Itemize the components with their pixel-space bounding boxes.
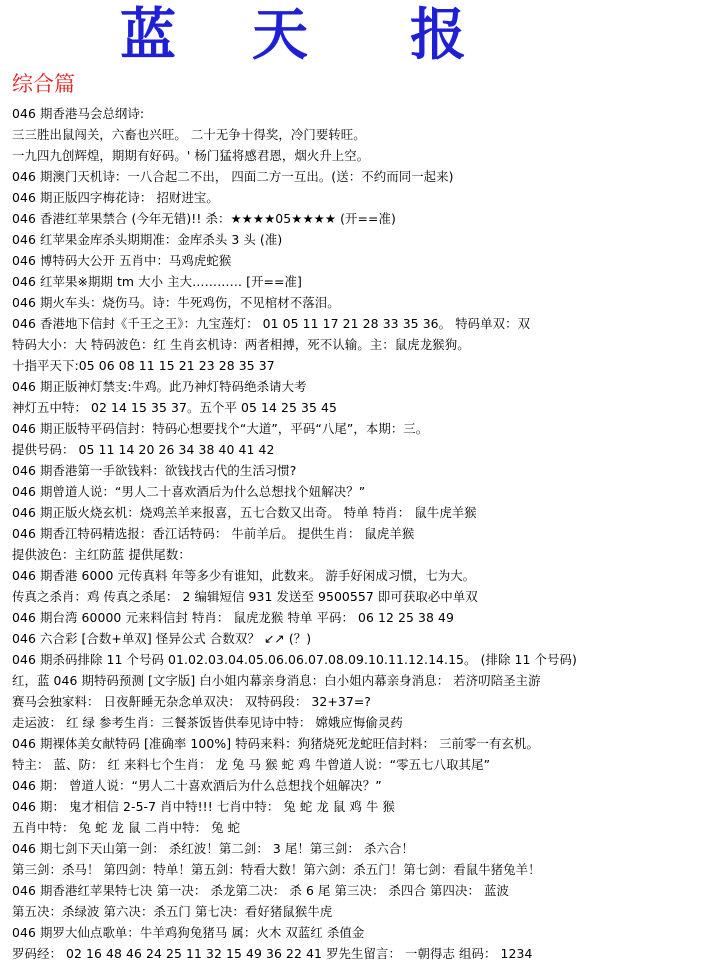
text-line: 三三胜出鼠闯关，六畜也兴旺。 二十无争十得奖，冷门要转旺。	[12, 127, 366, 142]
text-line: 046 期罗大仙点歌单：牛羊鸡狗兔猪马 属：火木 双蓝红 杀值金	[12, 925, 365, 940]
text-line: 神灯五中特： 02 14 15 35 37。五个平 05 14 25 35 45	[12, 400, 337, 415]
text-line: 046 香港红苹果禁合 (今年无错)!! 杀：★★★★05★★★★ (开==准)	[12, 211, 396, 226]
text-line: 046 期香江特码精选报：香江话特码： 牛前羊后。 提供生肖： 鼠虎羊猴	[12, 526, 415, 541]
text-line: 提供号码： 05 11 14 20 26 34 38 40 41 42	[12, 442, 275, 457]
text-line: 046 期： 曾道人说：“男人二十喜欢酒后为什么总想找个妞解决？”	[12, 778, 382, 793]
text-line: 046 期香港马会总纲诗:	[12, 106, 145, 121]
text-line: 046 博特码大公开 五肖中：马鸡虎蛇猴	[12, 253, 232, 268]
text-line: 046 期正版神灯禁支:牛鸡。此乃神灯特码绝杀请大考	[12, 379, 307, 394]
text-line: 046 期香港第一手欲钱料：欲钱找古代的生活习惯?	[12, 463, 297, 478]
text-line: 十指平天下:05 06 08 11 15 21 23 28 35 37	[12, 358, 275, 373]
masthead-char-3: 报	[410, 2, 466, 68]
text-line: 046 期澳门天机诗：一八合起二不出， 四面二方一互出。(送：不约而同一起来)	[12, 169, 454, 184]
text-line: 第三剑：杀马！ 第四剑：特单！第五剑：特看大数！第六剑：杀五门！第七剑：看鼠牛猪兔羊！	[12, 862, 541, 877]
text-line: 046 期正版特平码信封：特码心想要找个“大道”，平码“八尾”，本期：三。	[12, 421, 429, 436]
masthead-char-2: 天	[252, 2, 308, 68]
masthead	[0, 2, 715, 70]
text-line: 046 期正版火烧玄机：烧鸡羔羊来报喜，五七合数又出奇。 特单 特肖： 鼠牛虎羊猴	[12, 505, 477, 520]
text-line: 走运波： 红 绿 参考生肖：三餐茶饭皆供奉见诗中特： 嫦娥应悔偷灵药	[12, 715, 403, 730]
text-line: 特码大小：大 特码波色：红 生肖玄机诗：两者相搏，死不认输。主：鼠虎龙猴狗。	[12, 337, 470, 352]
text-line: 红，蓝 046 期特码预测 [文字版] 白小姐内幕亲身消息：白小姐内幕亲身消息： 若济叨陪圣主游	[12, 673, 541, 688]
text-line: 赛马会独家料： 日夜鼾睡无杂念单双决： 双特码段： 32+37=?	[12, 694, 371, 709]
text-line: 046 期火车头：烧伤马。诗：牛死鸡伤，不见棺材不落泪。	[12, 295, 340, 310]
text-line: 046 期台湾 60000 元来料信封 特肖： 鼠虎龙猴 特单 平码： 06 12 25 38 49	[12, 610, 454, 625]
text-line: 五肖中特： 兔 蛇 龙 鼠 二肖中特： 兔 蛇	[12, 820, 241, 835]
text-line: 传真之杀肖：鸡 传真之杀尾： 2 编辑短信 931 发送至 9500557 即可获取必中单双	[12, 589, 478, 604]
text-line: 046 期香港 6000 元传真料 年等多少有谁知，此数来。 游手好闲成习惯，七为大。	[12, 568, 476, 583]
text-line: 提供波色：主红防蓝 提供尾数：	[12, 547, 191, 562]
text-line: 046 期杀码排除 11 个号码 01.02.03.04.05.06.06.07.08.09.10.11.12.14.15。 (排除 11 个号码)	[12, 652, 577, 667]
text-line: 罗码经： 02 16 48 46 24 25 11 32 15 49 36 22 41 罗先生留言： 一朝得志 组码： 1234	[12, 946, 533, 961]
content-lines	[12, 103, 712, 964]
text-line: 046 红苹果※期期 tm 大小 主大………… [开==准]	[12, 274, 302, 289]
section-title: 综合篇	[12, 72, 75, 96]
text-line: 特主： 蓝、防： 红 来料七个生肖： 龙 兔 马 猴 蛇 鸡 牛曾道人说：“零五七八取其尾”	[12, 757, 491, 772]
text-line: 046 期裸体美女献特码 [准确率 100%] 特码来料：狗猪烧死龙蛇旺信封料： 三前零一有玄机。	[12, 736, 540, 751]
text-line: 046 期七剑下天山第一剑： 杀红波！第二剑： 3 尾！第三剑： 杀六合！	[12, 841, 414, 856]
text-line: 046 期曾道人说：“男人二十喜欢酒后为什么总想找个妞解决？”	[12, 484, 366, 499]
text-line: 046 红苹果金库杀头期期准：金库杀头 3 头 (准)	[12, 232, 283, 247]
text-line: 046 六合彩 [合数+单双] 怪异公式 合数双？ ↙↗ (？)	[12, 631, 312, 646]
masthead-char-1: 蓝	[120, 2, 176, 68]
text-line: 一九四九创辉煌，期期有好码。' 杨门猛将感君恩，烟火升上空。	[12, 148, 370, 163]
text-line: 046 香港地下信封《千王之王》：九宝莲灯： 01 05 11 17 21 28 33 35 36。 特码单双：双	[12, 316, 531, 331]
text-line: 046 期： 鬼才相信 2-5-7 肖中特!!! 七肖中特： 兔 蛇 龙 鼠 鸡 牛 猴	[12, 799, 396, 814]
text-line: 第五决：杀绿波 第六决：杀五门 第七决：看好猪鼠猴牛虎	[12, 904, 333, 919]
text-line: 046 期正版四字梅花诗： 招财进宝。	[12, 190, 219, 205]
text-line: 046 期香港红苹果特七决 第一决： 杀龙第二决： 杀 6 尾 第三决： 杀四合 第四决： 蓝波	[12, 883, 509, 898]
